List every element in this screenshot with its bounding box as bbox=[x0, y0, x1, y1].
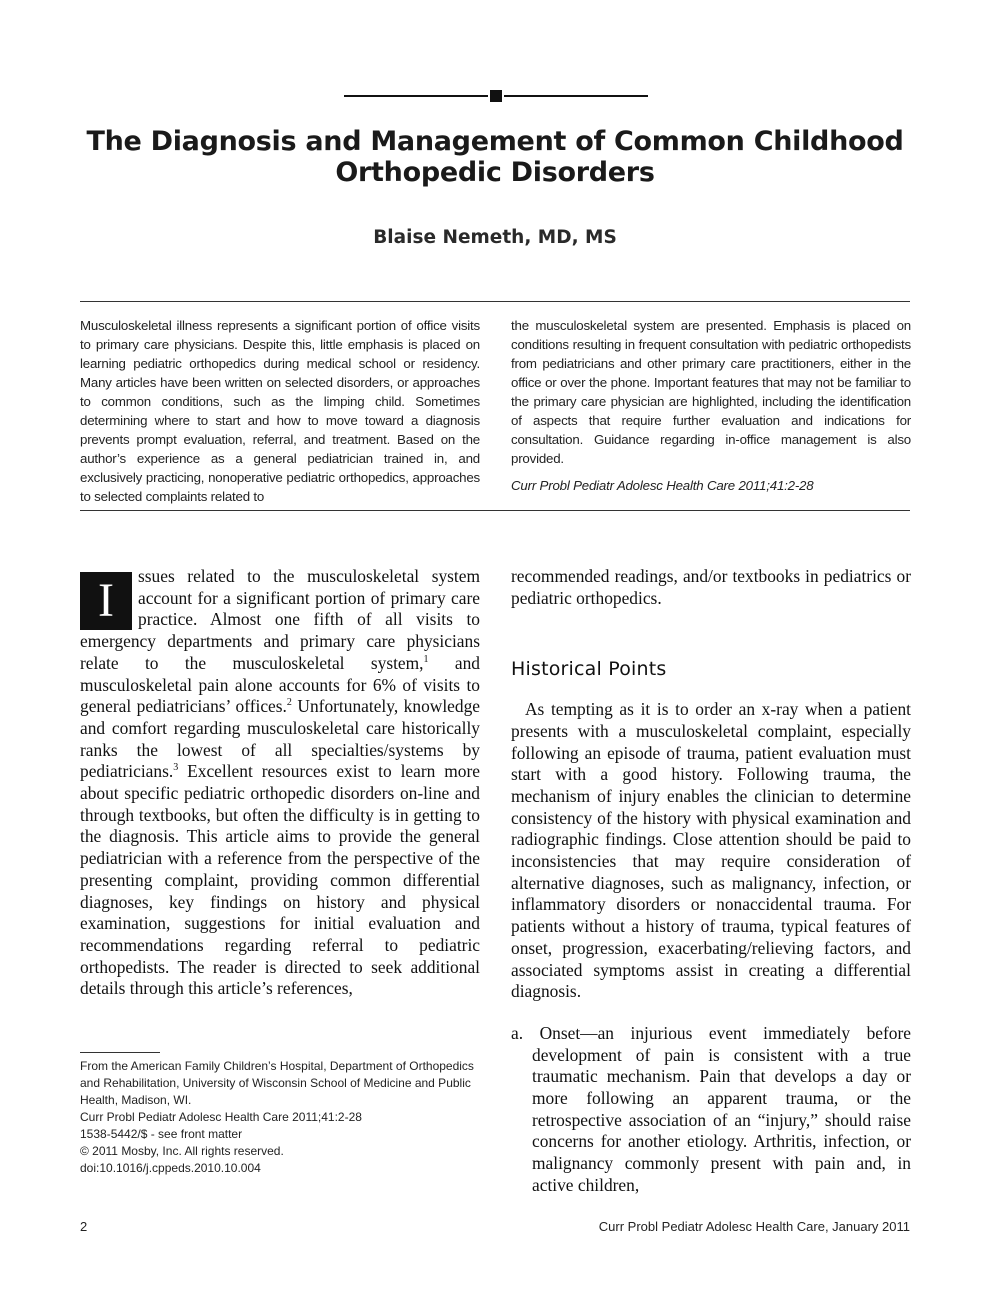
title-line-2: Orthopedic Disorders bbox=[335, 157, 655, 188]
title-ornament bbox=[344, 86, 648, 106]
body-left-column bbox=[80, 566, 480, 1000]
article-title bbox=[40, 126, 950, 188]
intro-text-1: ssues related to the musculoskeletal system account for a significant portion of primary care practice. Almost one fifth of all visits to emergency departments and primary care physicians relate to the musculoskeletal system, bbox=[80, 566, 480, 673]
footnote-rule bbox=[80, 1052, 160, 1053]
abstract-text-left: Musculoskeletal illness represents a significant portion of office visits to primary care physicians. Despite this, little emphasis is placed on learning pediatric orthopedics during medical school or residency. Many articles have been written on selected disorders, or approaches to common conditions, such as the limping child. Sometimes determining where to start and how to move toward a diagnosis prevents prompt evaluation, referral, and treatment. Based on the author’s experience as a general pediatrician trained in, and exclusively practicing, nonoperative pediatric orthopedics, approaches to selected complaints related to bbox=[80, 318, 480, 504]
abstract-left-column bbox=[80, 316, 480, 506]
intro-paragraph bbox=[80, 566, 480, 1000]
intro-text-3: Unfortunately, knowledge and comfort regarding musculoskeletal care historically ranks the lowest of all specialties/systems by pediatricians. bbox=[80, 696, 480, 782]
footnote-doi[interactable]: doi:10.1016/j.cppeds.2010.10.004 bbox=[80, 1161, 261, 1175]
footnote-copyright: © 2011 Mosby, Inc. All rights reserved. bbox=[80, 1144, 284, 1158]
running-footer: Curr Probl Pediatr Adolesc Health Care, January 2011 bbox=[598, 1219, 910, 1234]
abstract-right-column bbox=[511, 316, 911, 495]
abstract-top-rule bbox=[80, 301, 910, 302]
drop-cap: I bbox=[80, 572, 132, 630]
section-heading-historical-points: Historical Points bbox=[511, 658, 667, 681]
footnote-block bbox=[80, 1058, 490, 1177]
body-right-column bbox=[511, 566, 911, 1197]
abstract-bottom-rule bbox=[80, 510, 910, 511]
footnote-affiliation: From the American Family Children’s Hospital, Department of Orthopedics and Rehabilitation, University of Wisconsin School of Medicine and Public Health, Madison, WI. bbox=[80, 1059, 474, 1107]
intro-continuation: recommended readings, and/or textbooks in pediatrics or pediatric orthopedics. bbox=[511, 566, 911, 608]
footnote-journal: Curr Probl Pediatr Adolesc Health Care 2011;41:2-28 bbox=[80, 1110, 362, 1124]
reference-1-link[interactable]: 1 bbox=[423, 654, 429, 666]
list-item-onset: a. Onset—an injurious event immediately before development of pain is consistent with a true traumatic mechanism. Pain that develops a day or more following an apparent trauma, or the retrospective association of an “injury,” should raise concerns for another etiology. Arthritis, infection, or malignancy commonly present with pain and, in active children, bbox=[511, 1022, 911, 1195]
intro-text-4: Excellent resources exist to learn more about specific pediatric orthopedic disorders on-line and through textbooks, but often the difficulty is in getting to the diagnosis. This article aims to provide the general pediatrician with a reference from the perspective of the presenting complaint, providing common differential diagnoses, key findings on history and physical examination, suggestions for initial evaluation and recommendations regarding referral to pediatric orthopedists. The reader is directed to seek additional details through this article’s references, bbox=[80, 761, 480, 999]
abstract-citation: Curr Probl Pediatr Adolesc Health Care 2011;41:2-28 bbox=[511, 478, 814, 493]
ornament-line-right bbox=[504, 95, 648, 97]
abstract-text-right: the musculoskeletal system are presented. Emphasis is placed on conditions resulting in frequent consultation with pediatric orthopedists from pediatricians and other primary care practitioners, either in the office or over the phone. Important features that may not be familiar to the primary care physician are highlighted, including the identification of aspects that require further evaluation and indications for consultation. Guidance regarding in-office management is also provided. bbox=[511, 318, 911, 466]
title-line-1: The Diagnosis and Management of Common Childhood bbox=[86, 126, 904, 157]
intro-text-2: and musculoskeletal pain alone accounts for 6% of visits to general pediatricians’ offices. bbox=[80, 652, 480, 717]
historical-points-paragraph: As tempting as it is to order an x-ray when a patient presents with a musculoskeletal complaint, especially following an episode of trauma, patient evaluation must start with a good history. Following trauma, the mechanism of injury enables the clinician to determine consistency of the history with physical examination and radiographic findings. Close attention should be paid to inconsistencies that may require consideration of alternative diagnoses, such as malignancy, infection, or inflammatory disorders or nonaccidental trauma. For patients without a history of trauma, typical features of onset, progression, exacerbating/relieving factors, and associated symptoms assist in creating a differential diagnosis. bbox=[511, 699, 911, 1002]
reference-2-link[interactable]: 2 bbox=[286, 697, 292, 709]
ornament-line-left bbox=[344, 95, 488, 97]
ornament-square bbox=[490, 90, 502, 102]
reference-3-link[interactable]: 3 bbox=[173, 762, 179, 774]
footnote-issn: 1538-5442/$ - see front matter bbox=[80, 1127, 243, 1141]
page-number: 2 bbox=[80, 1219, 88, 1234]
author-name: Blaise Nemeth, MD, MS bbox=[373, 227, 617, 248]
